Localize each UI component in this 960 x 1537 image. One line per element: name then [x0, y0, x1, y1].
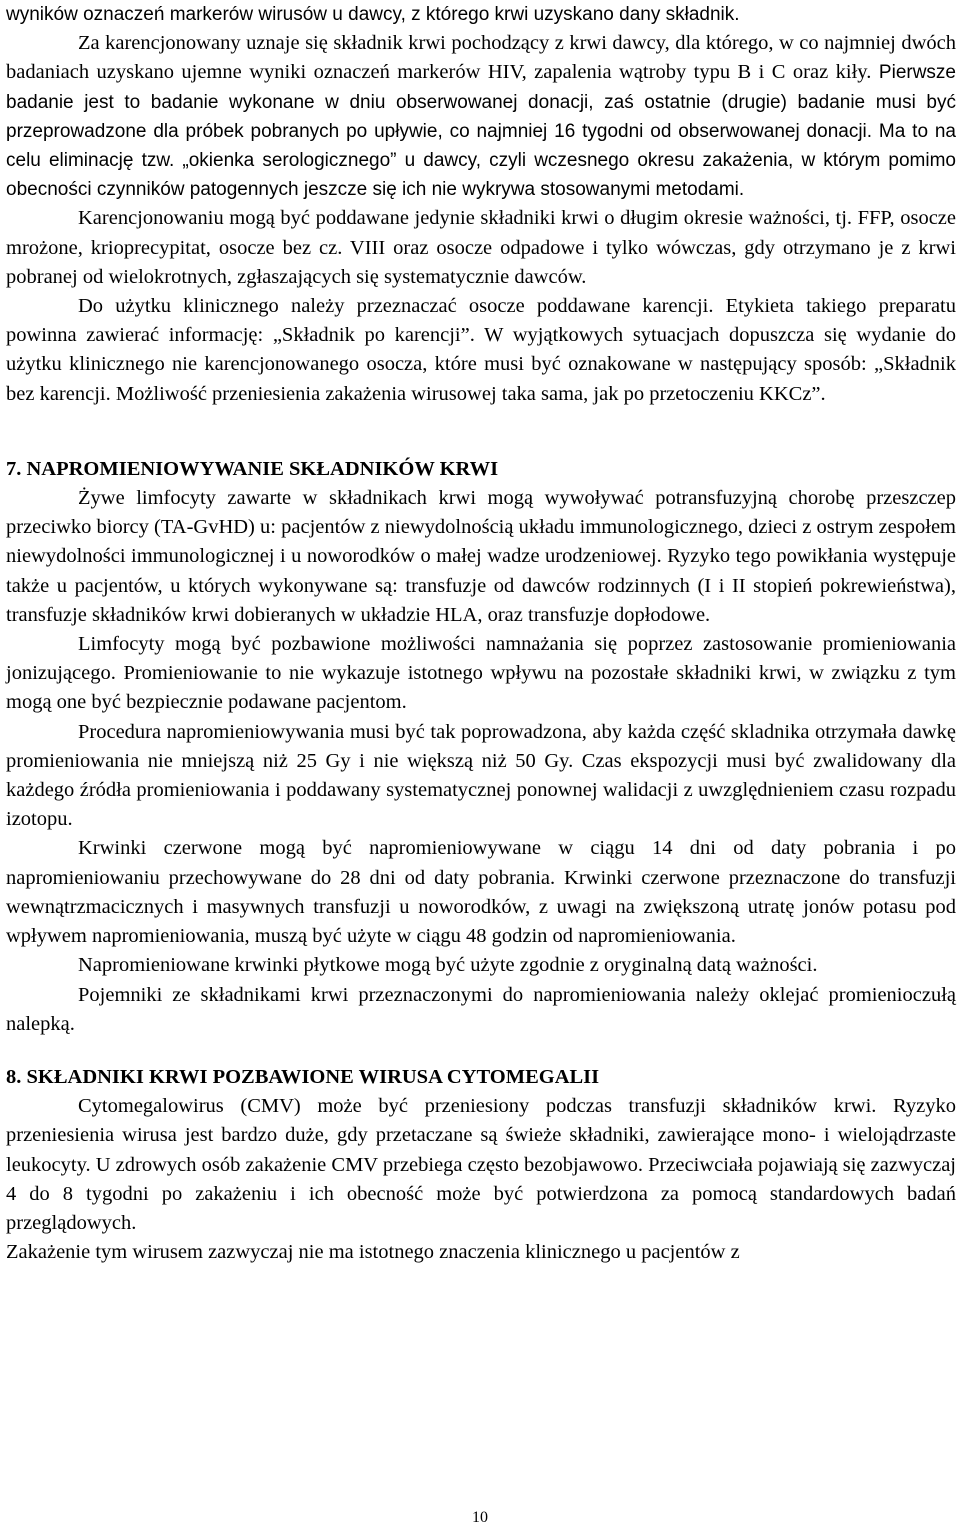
quarantine-testing-sentences: Pierwsze badanie jest to badanie wykonane w dniu obserwowanej donacji, zaś ostatnie (drugie) badanie musi być przeprowadzone dla próbek pobranych po upływie, co najmniej 16 tygodni od obserwowanej donacji. Ma to na celu eliminację tzw. „okienka serologicznego” u dawcy, czyli wczesnego okresu zakażenia, w którym pomimo obecności czynników patogennych jeszcze się ich nie wykrywa stosowanymi metodami. [6, 62, 957, 201]
carryover-paragraph: wyników oznaczeń markerów wirusów u dawcy, z którego krwi uzyskano dany składnik. [6, 4, 740, 25]
section-8-heading: 8. SKŁADNIKI KRWI POZBAWIONE WIRUSA CYTOMEGALII [6, 1065, 600, 1088]
section-7-paragraph: Żywe limfocyty zawarte w składnikach krwi mogą wywoływać potransfuzyjną chorobę przeszczep przeciwko biorcy (TA-GvHD) u: pacjentów z niewydolnością układu immunologicznego, dzieci z ostrym zespołem niewydolności immunologicznej i u noworodków o małej wadze urodzeniowej. Ryzyko tego powikłania występuje także u pacjentów, u których wykonywane są: transfuzje od dawców rodzinnych (I i II stopień pokrewieństwa), transfuzje składników krwi dobieranych w układzie HLA, oraz transfuzje dopłodowe. [6, 487, 956, 626]
quarantine-eligible-components-paragraph: Karencjonowaniu mogą być poddawane jedynie składniki krwi o długim okresie ważności, tj. FFP, osocze mrożone, krioprecypitat, osocze bez cz. VIII oraz osocze odpadowe i tylko wówczas, gdy otrzymano je z krwi pobranej od wielokrotnych, zgłaszających się systematycznie dawców. [6, 207, 956, 288]
section-spacer [6, 1039, 956, 1063]
section-spacer [6, 409, 956, 455]
section-8-paragraph: Cytomegalowirus (CMV) może być przeniesiony podczas transfuzji składników krwi. Ryzyko przeniesienia wirusa jest bardzo duże, gdy przetaczane są świeże składniki, zawierające mono- i wielojądrzaste leukocyty. U zdrowych osób zakażenie CMV przebiega często bezobjawowo. Przeciwciała pojawiają się zazwyczaj 4 do 8 tygodni po zakażeniu i ich obecność może być potwierdzona za pomocą standardowych badań przeglądowych. [6, 1095, 956, 1234]
quarantine-labeling-paragraph: Do użytku klinicznego należy przeznaczać osocze poddawane karencji. Etykieta takiego preparatu powinna zawierać informację: „Składnik po karencji”. W wyjątkowych sytuacjach dopuszcza się wydanie do użytku klinicznego nie karencjonowanego osocza, które musi być oznakowane w następujący sposób: „Składnik bez karencji. Możliwość przeniesienia zakażenia wirusowej taka sama, jak po przetoczeniu KKCz”. [6, 295, 956, 405]
quarantine-definition-sentence: Za karencjonowany uznaje się składnik krwi pochodzący z krwi dawcy, dla którego, w co najmniej dwóch badaniach uzyskano ujemne wyniki oznaczeń markerów HIV, zapalenia wątroby typu B i C oraz kiły. [6, 32, 956, 84]
section-7-heading: 7. NAPROMIENIOWYWANIE SKŁADNIKÓW KRWI [6, 457, 499, 480]
section-7-paragraph: Procedura napromieniowywania musi być tak poprowadzona, aby każda część skladnika otrzymała dawkę promieniowania nie mniejszą niż 25 Gy i nie większą niż 50 Gy. Czas ekspozycji musi być zwalidowany dla każdego źródła promieniowania i poddawany systematycznej ponownej walidacji z uwzględnieniem czasu rozpadu izotopu. [6, 720, 956, 831]
document-page [6, 0, 956, 1267]
page-number: 10 [472, 1509, 488, 1526]
section-7-paragraph: Krwinki czerwone mogą być napromieniowywane w ciągu 14 dni od daty pobrania i po napromieniowaniu przechowywane do 28 dni od daty pobrania. Krwinki czerwone przeznaczone do transfuzji wewnątrzmacicznych i masywnych transfuzji u noworodków, z uwagi na zwiększoną utratę jonów potasu pod wpływem napromieniowania, muszą być użyte w ciągu 48 godzin od napromieniowania. [6, 837, 956, 948]
section-7-paragraph: Napromieniowane krwinki płytkowe mogą być użyte zgodnie z oryginalną datą ważności. [78, 954, 818, 977]
section-7-paragraph: Pojemniki ze składnikami krwi przeznaczonymi do napromieniowania należy oklejać promienioczułą nalepką. [6, 983, 956, 1035]
section-8-paragraph: Zakażenie tym wirusem zazwyczaj nie ma istotnego znaczenia klinicznego u pacjentów z [6, 1241, 740, 1264]
quarantine-definition-paragraph [6, 29, 956, 204]
section-7-paragraph: Limfocyty mogą być pozbawione możliwości namnażania się poprzez zastosowanie promieniowania jonizującego. Promieniowanie to nie wykazuje istotnego wpływu na pozostałe składniki krwi, w związku z tym mogą one być bezpiecznie podawane pacjentom. [6, 633, 956, 714]
